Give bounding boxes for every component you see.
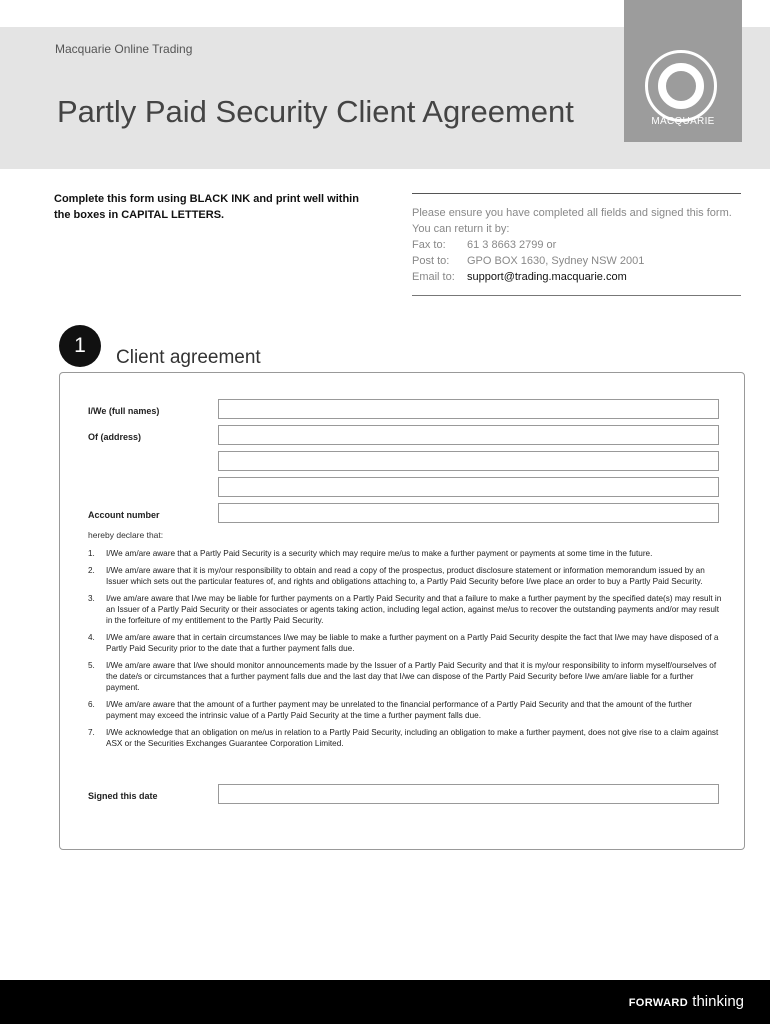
clause-number: 5. (88, 661, 95, 670)
full-names-label: I/We (full names) (88, 406, 160, 416)
post-row (412, 253, 741, 269)
signed-date-label: Signed this date (88, 791, 158, 801)
clause-number: 1. (88, 549, 95, 558)
clause-item (88, 699, 722, 721)
fax-value: 61 3 8663 2799 or (467, 239, 557, 251)
clause-text: I/We am/are aware that the amount of a further payment may be unrelated to the financial performance of a Partly Paid Security and that the amount of the further payment may exceed the intrinsic value of a Partly Paid Security at the time a further payment falls due. (106, 700, 693, 720)
post-value: GPO BOX 1630, Sydney NSW 2001 (467, 255, 645, 267)
fax-label: Fax to: (412, 239, 446, 251)
footer-tagline (629, 993, 744, 1010)
return-info (412, 193, 741, 296)
email-row (412, 269, 741, 285)
clause-number: 4. (88, 633, 95, 642)
address-label: Of (address) (88, 432, 142, 442)
clause-item (88, 660, 722, 693)
clause-number: 7. (88, 728, 95, 737)
address-field-line-1[interactable] (218, 425, 719, 445)
clause-number: 2. (88, 566, 95, 575)
email-label: Email to: (412, 271, 455, 283)
full-names-field[interactable] (218, 399, 719, 419)
instructions-text: Complete this form using BLACK INK and print well within the boxes in CAPITAL LETTERS. (54, 193, 359, 221)
fax-row (412, 237, 741, 253)
page-title: Partly Paid Security Client Agreement (57, 94, 574, 129)
clause-item (88, 632, 722, 654)
clause-text: I/We am/are aware that in certain circumstances I/we may be liable to make a further payment on a Partly Paid Security despite the fact that I/we may have disposed of a Partly Paid Security prior to the date that a further payment falls due. (106, 633, 719, 653)
clause-item (88, 548, 722, 559)
macquarie-logo (624, 0, 742, 142)
address-field-line-3[interactable] (218, 477, 719, 497)
clause-text: I/We am/are aware that it is my/our responsibility to obtain and read a copy of the prospectus, product disclosure statement or information memorandum issued by an Issuer which sets out the particular features of, and rights and obligations attaching to, a Partly Paid Security before I/we place an order to buy a Partly Paid Security. (106, 566, 705, 586)
clause-text: I/we am/are aware that I/we may be liable for further payments on a Partly Paid Security and that a failure to make a further payment by the specified date(s) may result in an Issuer of a Partly Paid Security or their associates or agents taking action, including legal action, against me/us to recover the outstanding payments and/or may result in the forfeiture of my entitlement to the Partly Paid Security. (106, 594, 722, 625)
return-intro: Please ensure you have completed all fields and signed this form. You can return it by: (412, 207, 732, 235)
account-number-field[interactable] (218, 503, 719, 523)
clause-item (88, 565, 722, 587)
brand-line: Macquarie Online Trading (55, 42, 193, 56)
clause-number: 3. (88, 594, 95, 603)
account-number-label: Account number (88, 510, 160, 520)
footer-band (0, 980, 770, 1024)
logo-ring-icon (645, 50, 717, 122)
client-agreement-panel (59, 372, 745, 850)
email-link[interactable]: support@trading.macquarie.com (467, 271, 627, 283)
clause-text: I/We am/are aware that I/we should monitor announcements made by the Issuer of a Partly Paid Security and that it is my/our responsibility to inform myself/ourselves of the date/s or circumstances that a further payment falls due and the last day that I/we can dispose of the Partly Paid Security before I/we am/are liable for a further payment. (106, 661, 717, 692)
logo-ring-inner-icon (658, 63, 704, 109)
clause-number: 6. (88, 700, 95, 709)
address-field-line-2[interactable] (218, 451, 719, 471)
clause-item (88, 727, 722, 749)
logo-text: MACQUARIE (651, 116, 715, 127)
section-number-badge: 1 (59, 325, 101, 367)
signed-date-field[interactable] (218, 784, 719, 804)
clause-list (88, 548, 722, 755)
tagline-bold: FORWARD (628, 997, 689, 1009)
post-label: Post to: (412, 255, 450, 267)
clause-item (88, 593, 722, 626)
clause-text: I/We am/are aware that a Partly Paid Security is a security which may require me/us to make a further payment or payments at some time in the future. (106, 549, 653, 558)
clause-text: I/We acknowledge that an obligation on me/us in relation to a Partly Paid Security, including an obligation to make a further payment, does not give rise to a claim against ASX or the Securities Exchanges Guarantee Corporation Limited. (106, 728, 719, 748)
declare-intro: hereby declare that: (88, 530, 164, 540)
tagline-light: thinking (692, 993, 744, 1010)
section-title: Client agreement (116, 347, 261, 368)
